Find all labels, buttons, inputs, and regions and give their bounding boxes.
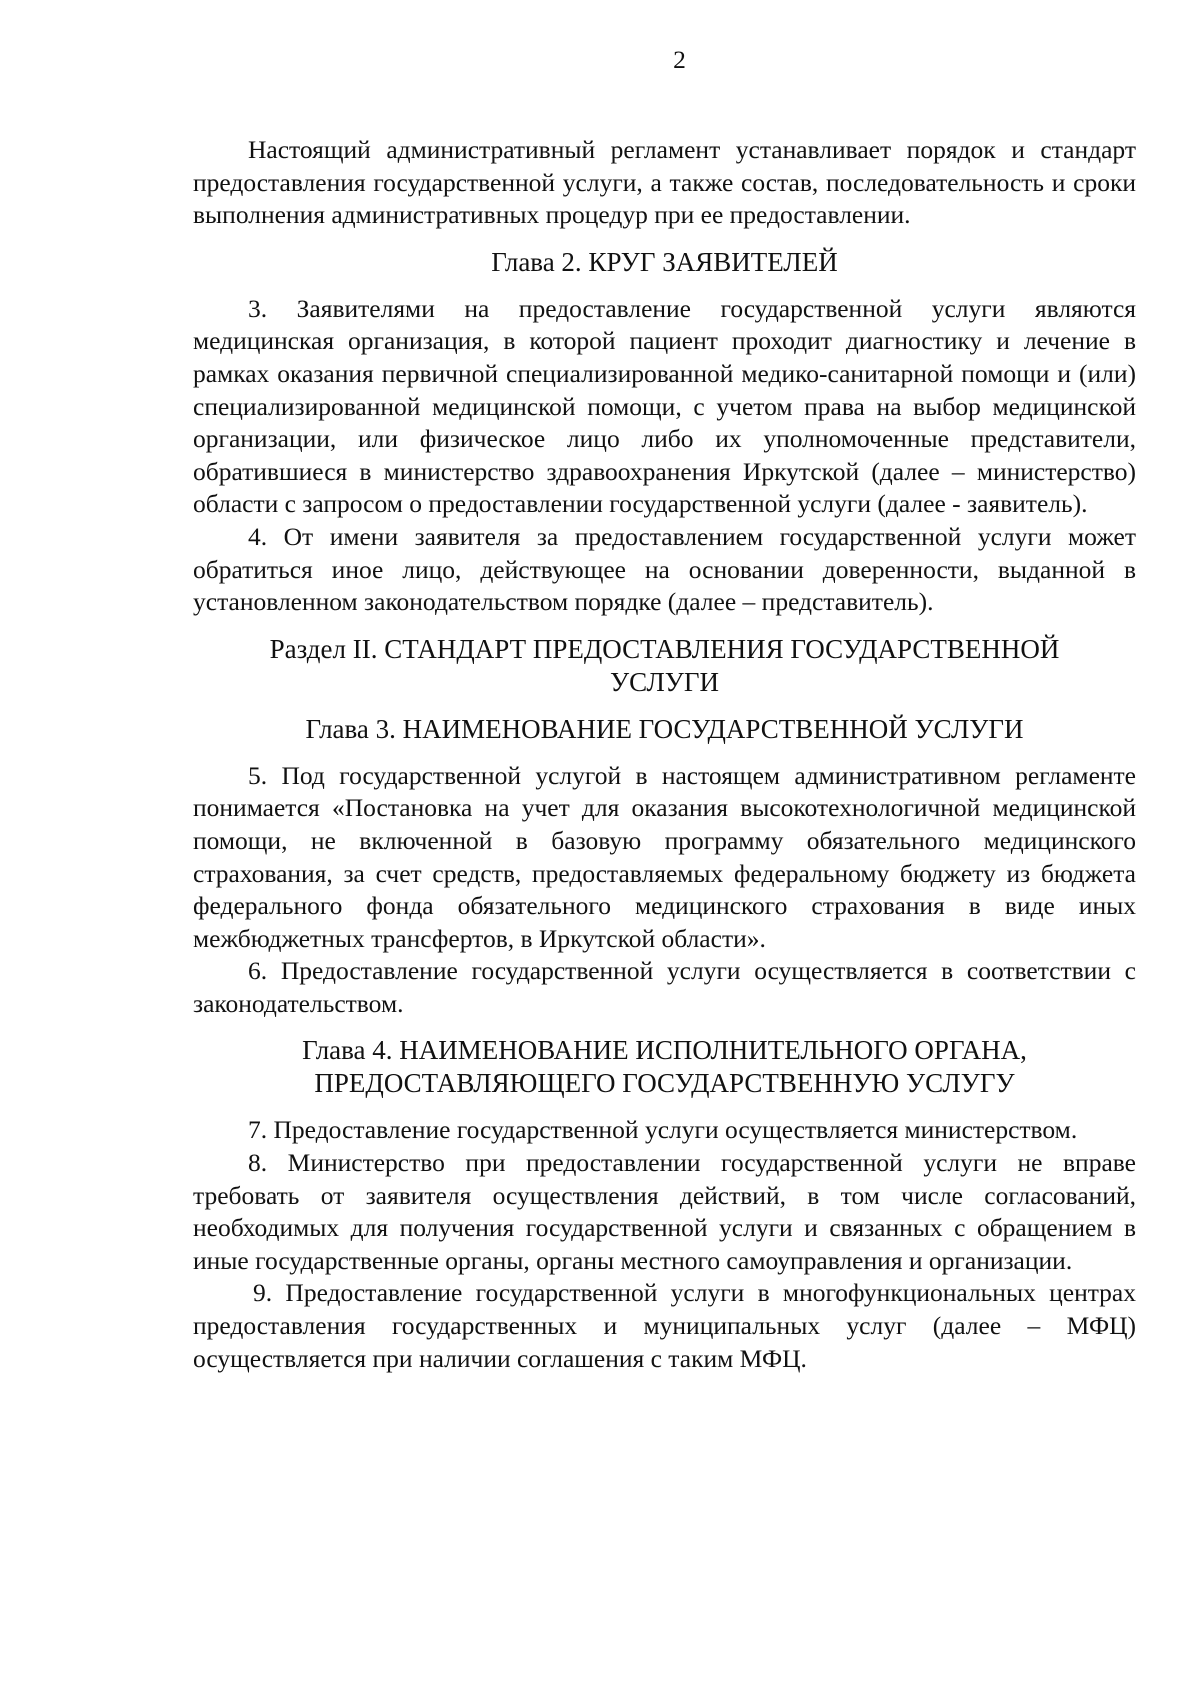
section-2-heading	[193, 633, 1136, 699]
page-number: 2	[673, 45, 686, 74]
chapter-4-heading-line-2: ПРЕДОСТАВЛЯЮЩЕГО ГОСУДАРСТВЕННУЮ УСЛУГУ	[314, 1068, 1015, 1099]
paragraph-5: 5. Под государственной услугой в настоящем административном регламенте понимается «Постановка на учет для оказания высокотехнологичной медицинской помощи, не включенной в базовую программу обязательного медицинского страхования, за счет средств, предоставляемых федеральному бюджету из бюджета федерального фонда обязательного медицинского страхования в виде иных межбюджетных трансфертов, в Иркутской области».	[193, 760, 1136, 953]
chapter-2-heading: Глава 2. КРУГ ЗАЯВИТЕЛЕЙ	[491, 246, 838, 277]
paragraph-4: 4. От имени заявителя за предоставлением государственной услуги может обратиться иное лицо, действующее на основании доверенности, выданной в установленном законодательством порядке (далее – представитель).	[193, 521, 1136, 617]
intro-paragraph: Настоящий административный регламент устанавливает порядок и стандарт предоставления государственной услуги, а также состав, последовательность и сроки выполнения административных процедур при ее предоставлении.	[193, 135, 1136, 230]
paragraph-3: 3. Заявителями на предоставление государственной услуги являются медицинская организация, в которой пациент проходит диагностику и лечение в рамках оказания первичной специализированной медико-санитарной помощи и (или) специализированной медицинской помощи, с учетом права на выбор медицинской организации, или физическое лицо либо их уполномоченные представители, обратившиеся в министерство здравоохранения Иркутской (далее – министерство) области с запросом о предоставлении государственной услуги (далее - заявитель).	[193, 293, 1136, 519]
section-2-heading-line-1: Раздел II. СТАНДАРТ ПРЕДОСТАВЛЕНИЯ ГОСУДАРСТВЕННОЙ	[269, 633, 1060, 664]
paragraph-8: 8. Министерство при предоставлении государственной услуги не вправе требовать от заявителя осуществления действий, в том числе согласований, необходимых для получения государственной услуги и связанных с обращением в иные государственные органы, органы местного самоуправления и организации.	[193, 1148, 1136, 1275]
paragraph-6: 6. Предоставление государственной услуги осуществляется в соответствии с законодательством.	[193, 956, 1136, 1018]
chapter-4-heading-line-1: Глава 4. НАИМЕНОВАНИЕ ИСПОЛНИТЕЛЬНОГО ОРГАНА,	[302, 1035, 1027, 1066]
paragraph-9: 9. Предоставление государственной услуги в многофункциональных центрах предоставления государственных и муниципальных услуг (далее – МФЦ) осуществляется при наличии соглашения с таким МФЦ.	[193, 1278, 1136, 1373]
section-2-heading-line-2: УСЛУГИ	[610, 666, 719, 697]
chapter-4-heading	[193, 1034, 1136, 1100]
chapter-3-heading: Глава 3. НАИМЕНОВАНИЕ ГОСУДАРСТВЕННОЙ УСЛУГИ	[305, 713, 1024, 744]
paragraph-7: 7. Предоставление государственной услуги осуществляется министерством.	[248, 1115, 1078, 1145]
